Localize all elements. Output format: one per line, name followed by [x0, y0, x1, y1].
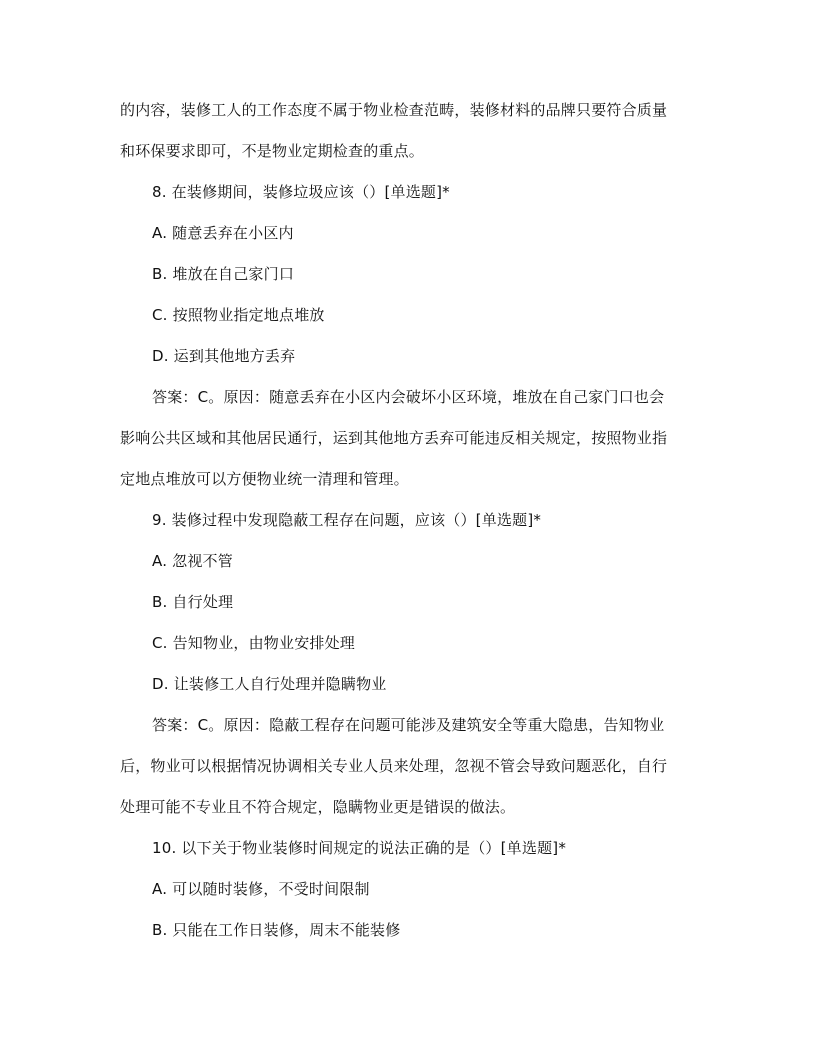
- answer-8-line: 答案：C。原因：随意丢弃在小区内会破坏小区环境，堆放在自己家门口也会: [152, 388, 665, 406]
- question-8: 8. 在装修期间，装修垃圾应该（）[单选题]*: [152, 183, 450, 201]
- question-9-option-a: A. 忽视不管: [152, 552, 233, 570]
- question-9-option-b: B. 自行处理: [152, 593, 234, 611]
- answer-8-line: 影响公共区域和其他居民通行，运到其他地方丢弃可能违反相关规定，按照物业指: [120, 429, 668, 447]
- question-8-option-c: C. 按照物业指定地点堆放: [152, 306, 325, 324]
- question-10: 10. 以下关于物业装修时间规定的说法正确的是（）[单选题]*: [152, 839, 567, 857]
- question-10-option-b: B. 只能在工作日装修，周末不能装修: [152, 921, 401, 939]
- question-10-option-a: A. 可以随时装修，不受时间限制: [152, 880, 370, 898]
- answer-9-line: 后，物业可以根据情况协调相关专业人员来处理，忽视不管会导致问题恶化，自行: [120, 757, 668, 775]
- question-8-option-b: B. 堆放在自己家门口: [152, 265, 295, 283]
- answer-8-line: 定地点堆放可以方便物业统一清理和管理。: [120, 470, 409, 488]
- question-9: 9. 装修过程中发现隐蔽工程存在问题，应该（）[单选题]*: [152, 511, 542, 529]
- text-line: 和环保要求即可，不是物业定期检查的重点。: [120, 142, 425, 160]
- question-9-option-c: C. 告知物业，由物业安排处理: [152, 634, 356, 652]
- question-8-option-a: A. 随意丢弃在小区内: [152, 224, 294, 242]
- answer-9-line: 处理可能不专业且不符合规定，隐瞒物业更是错误的做法。: [120, 798, 516, 816]
- question-9-option-d: D. 让装修工人自行处理并隐瞒物业: [152, 675, 387, 693]
- question-8-option-d: D. 运到其他地方丢弃: [152, 347, 296, 365]
- text-line: 的内容，装修工人的工作态度不属于物业检查范畴，装修材料的品牌只要符合质量: [120, 101, 668, 119]
- answer-9-line: 答案：C。原因：隐蔽工程存在问题可能涉及建筑安全等重大隐患，告知物业: [152, 716, 665, 734]
